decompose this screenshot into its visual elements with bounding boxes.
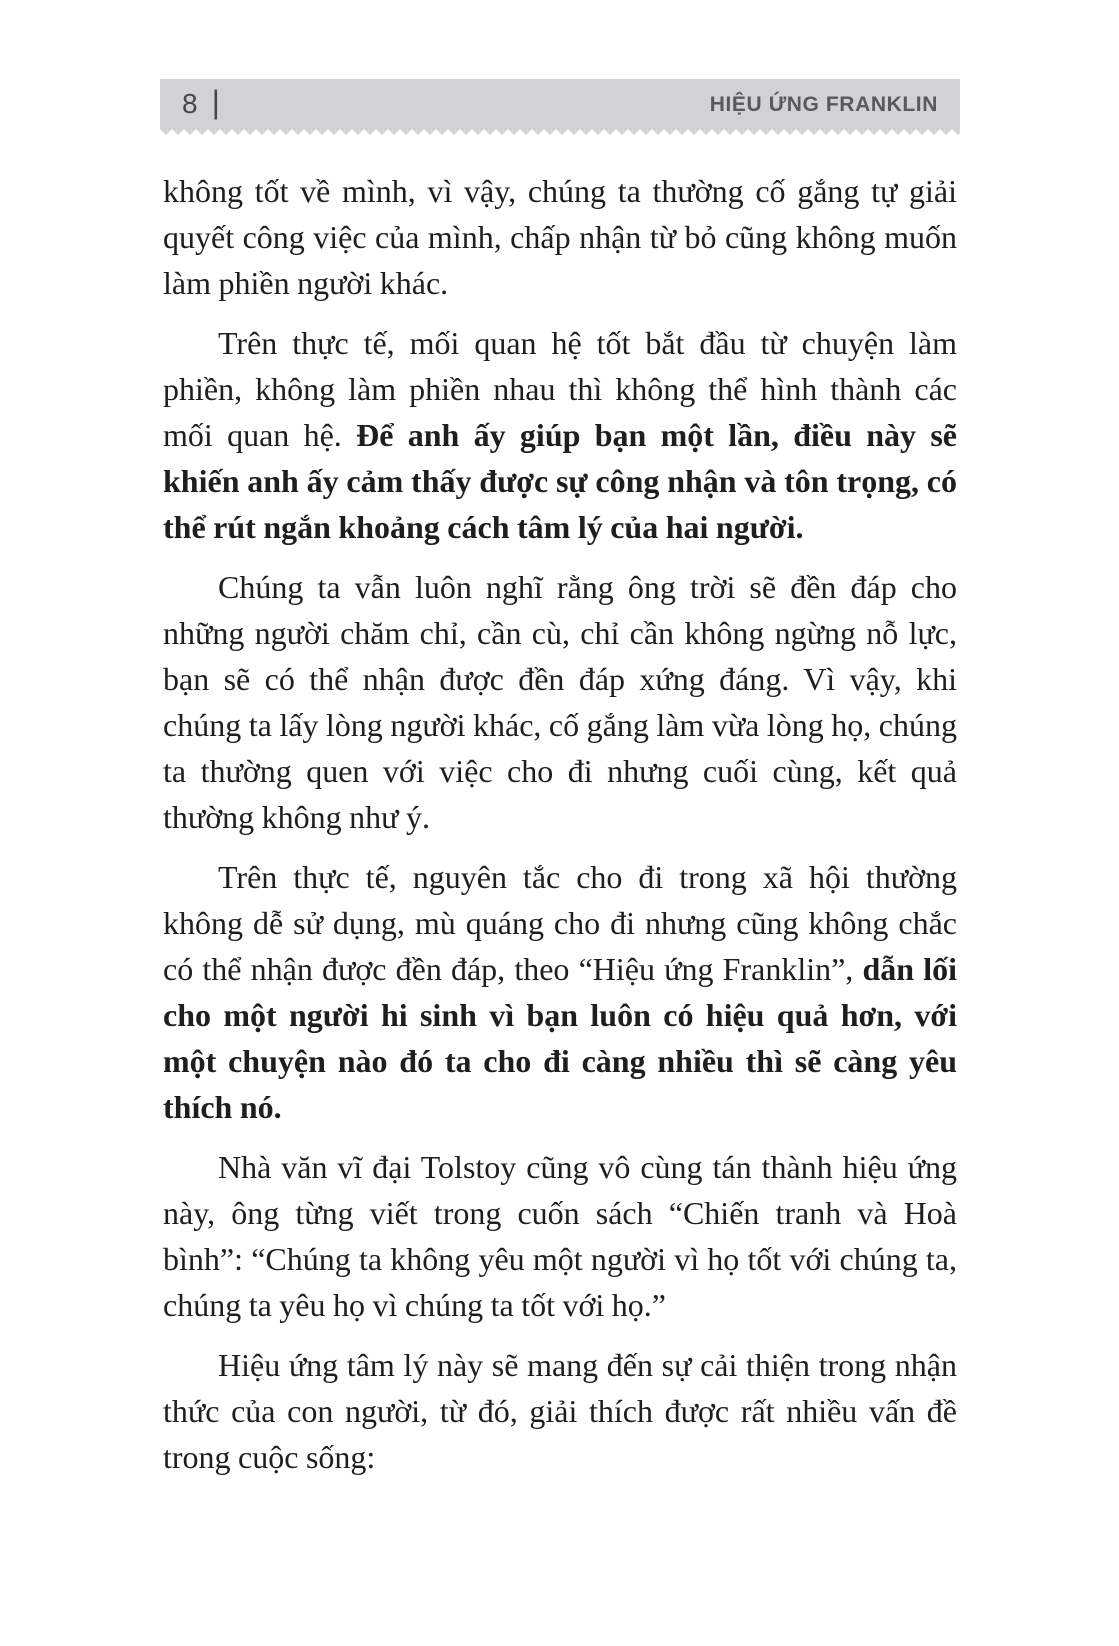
text-run: Trên thực tế, mối quan hệ tốt bắt đầu từ chuyện làm phiền, không làm phiền nhau thì không thể hình thành các mối quan hệ. — [163, 325, 957, 453]
text-run: Nhà văn vĩ đại Tolstoy cũng vô cùng tán thành hiệu ứng này, ông từng viết trong cuốn sách “Chiến tranh và Hoà bình”: “Chúng ta không yêu một người vì họ tốt với chúng ta, chúng ta yêu họ vì chúng ta tốt với họ.” — [163, 1149, 957, 1323]
text-run: Trên thực tế, nguyên tắc cho đi trong xã hội thường không dễ sử dụng, mù quáng cho đi nhưng cũng không chắc có thể nhận được đền đáp, theo “Hiệu ứng Franklin”, — [163, 859, 957, 987]
bold-text-run: Để anh ấy giúp bạn một lần, điều này sẽ khiến anh ấy cảm thấy được sự công nhận và tôn trọng, có thể rút ngắn khoảng cách tâm lý của hai người. — [163, 417, 957, 545]
paragraph — [163, 1342, 957, 1480]
header-bar — [160, 79, 960, 129]
paragraph — [163, 854, 957, 1130]
text-run: Hiệu ứng tâm lý này sẽ mang đến sự cải thiện trong nhận thức của con người, từ đó, giải thích được rất nhiều vấn đề trong cuộc sống: — [163, 1347, 957, 1475]
bold-text-run: dẫn lối cho một người hi sinh vì bạn luôn có hiệu quả hơn, với một chuyện nào đó ta cho đi càng nhiều thì sẽ càng yêu thích nó. — [163, 951, 958, 1125]
paragraph — [163, 564, 957, 840]
text-run: không tốt về mình, vì vậy, chúng ta thường cố gắng tự giải quyết công việc của mình, chấp nhận từ bỏ cũng không muốn làm phiền người khác. — [163, 173, 957, 301]
page-body — [163, 168, 957, 1494]
page-number-separator: | — [211, 84, 220, 120]
text-run: Chúng ta vẫn luôn nghĩ rằng ông trời sẽ đền đáp cho những người chăm chỉ, cần cù, chỉ cần không ngừng nỗ lực, bạn sẽ có thể nhận được đền đáp xứng đáng. Vì vậy, khi chúng ta lấy lòng người khác, cố gắng làm vừa lòng họ, chúng ta thường quen với việc cho đi nhưng cuối cùng, kết quả thường không như ý. — [163, 569, 957, 835]
running-title: HIỆU ỨNG FRANKLIN — [709, 92, 938, 116]
paragraph — [163, 1144, 957, 1328]
page-number: 8 — [182, 88, 198, 119]
page-header — [160, 79, 960, 135]
paragraph — [163, 168, 957, 306]
paragraph — [163, 320, 957, 550]
torn-edge-decoration — [160, 129, 960, 135]
